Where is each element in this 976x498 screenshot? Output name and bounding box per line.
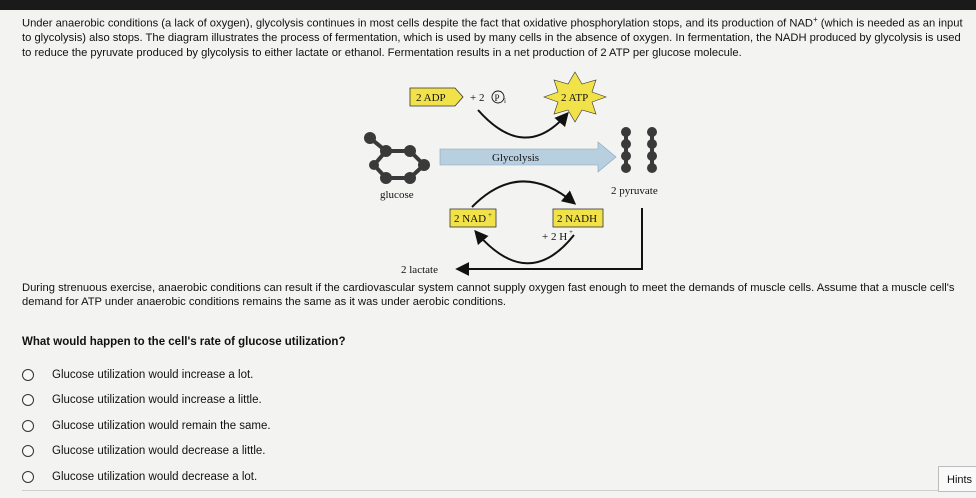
answer-options [22, 362, 271, 490]
option-label: Glucose utilization would increase a little. [52, 394, 262, 407]
nad-text: 2 NAD [454, 213, 487, 225]
divider [22, 490, 942, 491]
radio-button[interactable] [22, 445, 34, 457]
nad-to-nadh-arrow [472, 181, 574, 207]
glycolysis-label: Glycolysis [492, 152, 540, 164]
nadh-label [553, 209, 603, 227]
nad-label [450, 209, 496, 227]
intro-paragraph: Under anaerobic conditions (a lack of oxygen), glycolysis continues in most cells despite the fact that oxidative phosphorylation stops, and its production of NAD+ (which is needed as an input to glycolysis) also stops. The diagram illustrates the process of fermentation, which is used by many cells in the absence of oxygen. In fermentation, the NADH produced by glycolysis is used to reduce the pyruvate produced by glycolysis to either lactate or ethanol. Fermentation results in a net production of 2 ATP per glucose molecule. [22, 15, 963, 59]
pyruvate-label: 2 pyruvate [611, 185, 658, 197]
adp-text: 2 ADP [416, 92, 446, 104]
option-label: Glucose utilization would increase a lot. [52, 368, 254, 381]
option-increase-a-little[interactable] [22, 388, 271, 414]
atp-text: 2 ATP [561, 92, 589, 104]
svg-text:+: + [569, 228, 573, 236]
option-label: Glucose utilization would remain the same. [52, 419, 271, 432]
nadh-text: 2 NADH [557, 213, 598, 225]
atp-star-icon [544, 72, 606, 122]
svg-text:P: P [494, 93, 500, 103]
radio-button[interactable] [22, 394, 34, 406]
lactate-label: 2 lactate [401, 264, 438, 276]
option-increase-a-lot[interactable] [22, 362, 271, 388]
hints-button[interactable]: Hints [938, 466, 976, 492]
question-text: What would happen to the cell's rate of glucose utilization? [22, 336, 346, 348]
fermentation-diagram [360, 68, 680, 278]
pyruvate-molecule-icon [621, 127, 657, 173]
hydrogen-label: + 2 H [542, 231, 568, 243]
option-decrease-a-little[interactable] [22, 439, 271, 465]
glycolysis-arrow [440, 142, 616, 172]
svg-text:i: i [504, 97, 506, 105]
option-remain-same[interactable] [22, 413, 271, 439]
radio-button[interactable] [22, 369, 34, 381]
top-bar [0, 0, 976, 10]
svg-text:+: + [488, 211, 492, 219]
context-paragraph: During strenuous exercise, anaerobic conditions can result if the cardiovascular system cannot supply oxygen fast enough to meet the demands of muscle cells. Assume that a muscle cell's demand for ATP under anaerobic conditions remains the same as it was under aerobic conditions. [22, 282, 955, 308]
option-label: Glucose utilization would decrease a little. [52, 445, 266, 458]
glucose-molecule-icon [364, 132, 430, 184]
radio-button[interactable] [22, 420, 34, 432]
phosphate-icon [492, 91, 506, 105]
option-label: Glucose utilization would decrease a lot. [52, 470, 258, 483]
pi-prefix: + 2 [470, 92, 485, 104]
radio-button[interactable] [22, 471, 34, 483]
option-decrease-a-lot[interactable] [22, 464, 271, 490]
adp-label [410, 88, 463, 106]
glucose-label: glucose [380, 189, 414, 201]
